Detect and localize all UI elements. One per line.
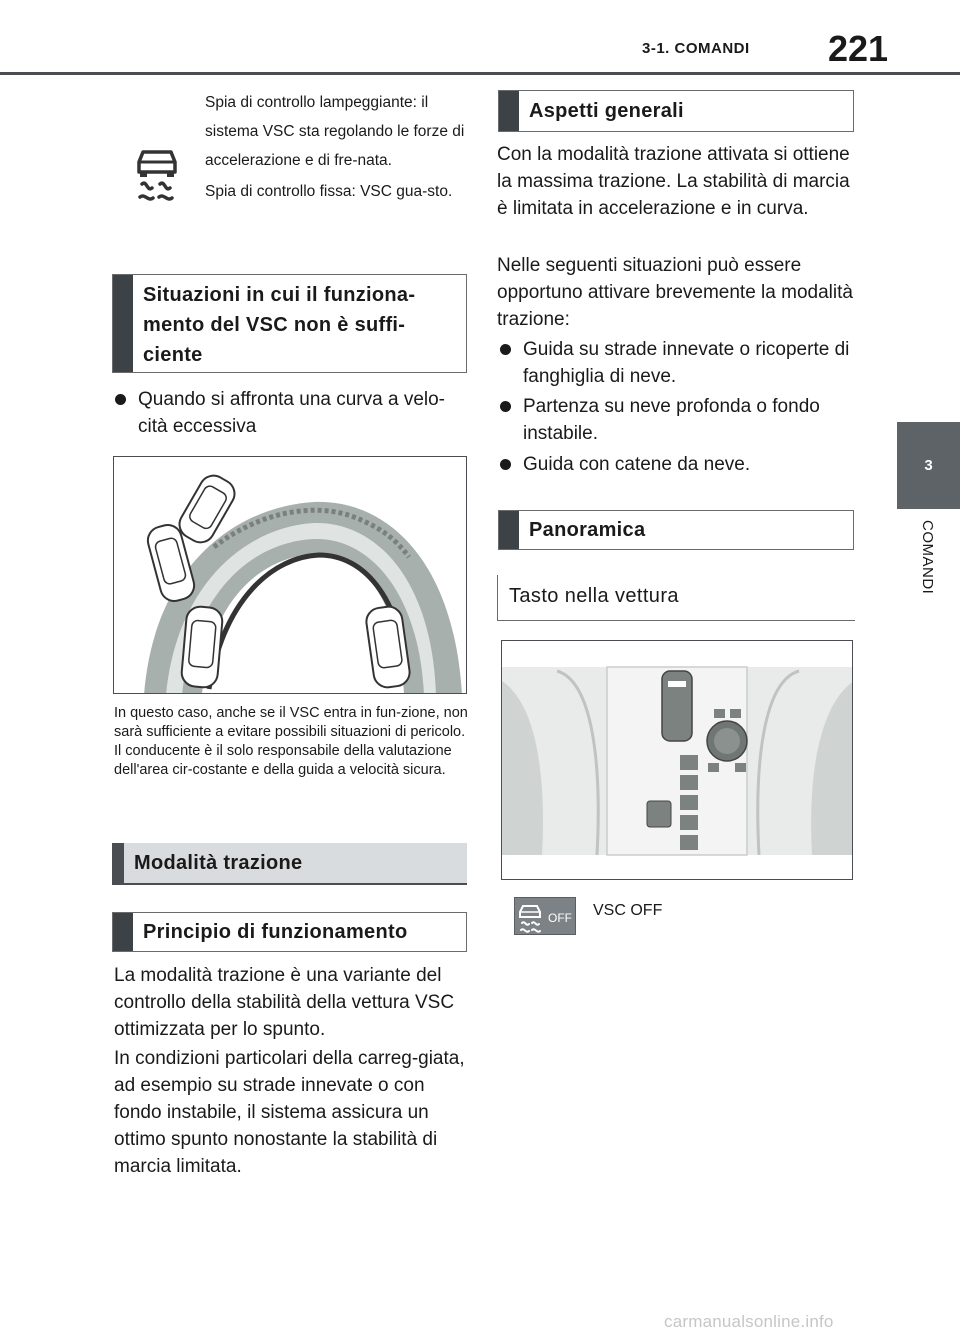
header-divider (0, 72, 960, 75)
parking-brake-switch (647, 801, 671, 827)
heading-bar (499, 91, 519, 131)
heading-bar (499, 511, 519, 549)
curve-illustration (113, 456, 467, 694)
heading-bar (113, 275, 133, 372)
center-console-illustration (501, 640, 853, 880)
car-bottom-left (181, 606, 224, 689)
console-drawing (502, 641, 853, 880)
heading-aspetti (498, 90, 854, 132)
vsc-off-button-icon (514, 897, 576, 935)
heading-situazioni (112, 274, 467, 373)
bullet-snow-chains: Guida con catene da neve. (497, 451, 857, 478)
curve-drawing (114, 457, 467, 694)
page-number: 221 (828, 28, 889, 69)
bullet-curve: Quando si affronta una curva a velo-cità eccessiva (112, 386, 472, 440)
vsc-off-icon-text: OFF (548, 911, 572, 925)
heading-bar (113, 913, 133, 951)
warning-steady-text: Spia di controllo fissa: VSC gua-sto. (205, 183, 453, 200)
heading-principio-text: Principio di funzionamento (143, 921, 408, 943)
heading-tasto (497, 575, 855, 621)
figure-caption: In questo caso, anche se il VSC entra in fun-zione, non sarà sufficiente a evitare possibili situazioni di pericolo. Il conducente è il solo responsabile della valutazione dell'area cir-costante e della guida a velocità sicura. (114, 705, 468, 778)
warning-flashing-text: Spia di controllo lampeggiante: il sistema VSC sta regolando le forze di accelerazione e di fre-nata. (205, 94, 465, 169)
heading-tasto-text: Tasto nella vettura (509, 585, 679, 607)
aspetti-paragraph-2: Nelle seguenti situazioni può essere opportuno attivare brevemente la modalità trazione: (497, 255, 853, 330)
heading-aspetti-text: Aspetti generali (529, 100, 684, 122)
heading-principio (112, 912, 467, 952)
principio-paragraph-2: In condizioni particolari della carreg-giata, ad esempio su strade innevate o con fondo instabile, il sistema assicura un ottimo spunto nonostante la stabilità di marcia limitata. (114, 1048, 465, 1177)
warning-light-description (205, 88, 467, 206)
vsc-off-symbol (515, 898, 577, 936)
heading-modalita-text: Modalità trazione (134, 852, 303, 874)
chapter-number: 3 (924, 457, 933, 474)
chapter-tab[interactable] (897, 422, 960, 509)
principio-paragraph-1: La modalità trazione è una variante del controllo della stabilità della vettura VSC ottimizzata per lo spunto. (114, 965, 455, 1040)
header-section-title: 3-1. COMANDI (642, 40, 750, 57)
vsc-off-label: VSC OFF (593, 902, 663, 919)
heading-situazioni-text: Situazioni in cui il funziona-mento del VSC non è suffi-ciente (143, 283, 416, 366)
aspetti-paragraph-1: Con la modalità trazione attivata si ottiene la massima trazione. La stabilità di marcia è limitata in accelerazione e in curva. (497, 144, 850, 219)
vsc-warning-icon (134, 148, 180, 202)
bullet-deep-snow: Partenza su neve profonda o fondo instabile. (497, 393, 857, 447)
heading-bar (112, 843, 124, 883)
heading-panoramica-text: Panoramica (529, 519, 646, 541)
gear-selector (662, 671, 692, 741)
chapter-side-label: COMANDI (919, 520, 936, 595)
heading-panoramica (498, 510, 854, 550)
watermark: carmanualsonline.info (664, 1312, 834, 1331)
heading-modalita (112, 843, 467, 885)
button-stack (680, 755, 698, 850)
bullet-snow-roads: Guida su strade innevate o ricoperte di fanghiglia di neve. (497, 336, 857, 390)
